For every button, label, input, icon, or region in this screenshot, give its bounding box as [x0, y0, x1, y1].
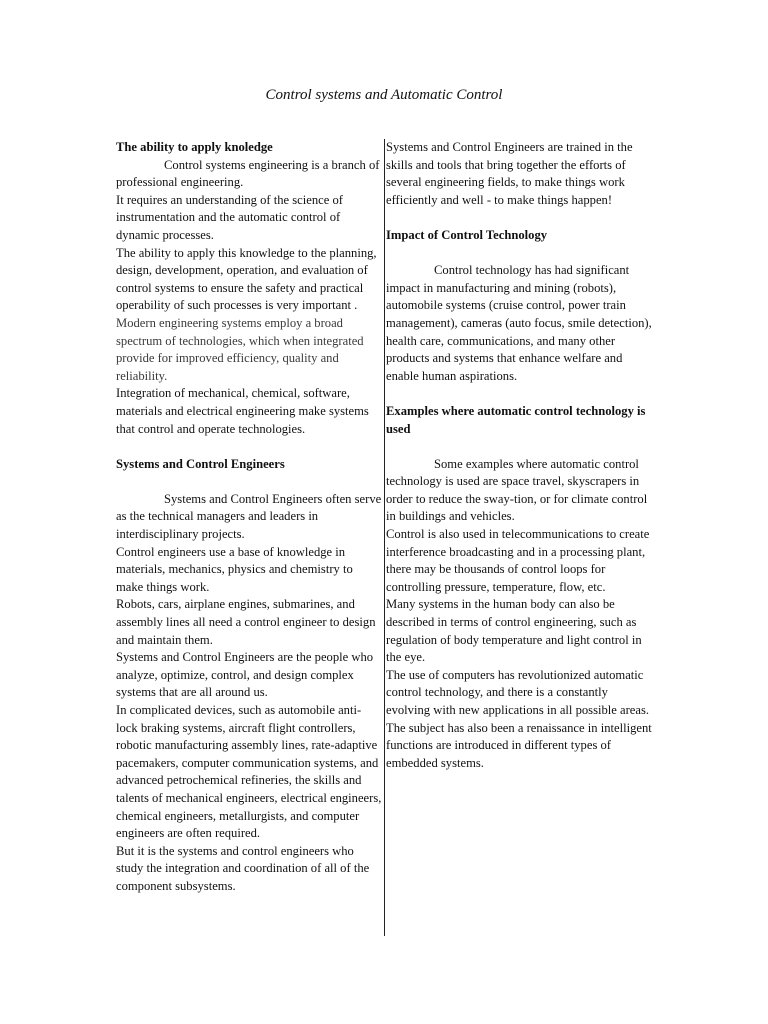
document-title: Control systems and Automatic Control	[265, 87, 503, 103]
paragraph: The ability to apply this knowledge to the planning, design, development, operation, and evaluation of control systems to ensure the safety and practical operability of such processes is very important .	[116, 245, 377, 313]
paragraph: But it is the systems and control engineers who study the integration and coordination of all of the component subsystems.	[116, 843, 370, 893]
paragraph: The use of computers has revolutionized automatic control technology, and there is a constantly evolving with new applications in all possible areas.	[386, 667, 650, 717]
spacer	[386, 438, 652, 456]
paragraph: Control systems engineering is a branch of professional engineering.	[116, 157, 380, 190]
right-column	[386, 139, 652, 772]
column-divider	[384, 139, 385, 936]
paragraph: Systems and Control Engineers are the people who analyze, optimize, control, and design complex systems that are all around us.	[116, 650, 374, 700]
paragraph: Robots, cars, airplane engines, submarines, and assembly lines all need a control engineer to design and maintain them.	[116, 597, 376, 647]
paragraph: Control engineers use a base of knowledge in materials, mechanics, physics and chemistry to make things work.	[116, 544, 353, 594]
paragraph: Systems and Control Engineers are trained in the skills and tools that bring together the efforts of several engineering fields, to make things work efficiently and well - to make things happen!	[386, 140, 633, 207]
paragraph: Modern engineering systems employ a broad spectrum of technologies, which when integrated provide for improved efficiency, quality and reliability.	[116, 315, 364, 383]
paragraph: In complicated devices, such as automobile anti-lock braking systems, aircraft flight controllers, robotic manufacturing assembly lines, rate-adaptive pacemakers, computer communication systems, and advanced petrochemical refineries, the skills and talents of mechanical engineers, electrical engineers, chemical engineers, metallurgists, and computer engineers are often required.	[116, 703, 382, 841]
spacer	[386, 209, 652, 227]
heading-systems-engineers: Systems and Control Engineers	[116, 456, 285, 471]
heading-ability: The ability to apply knoledge	[116, 140, 273, 154]
heading-examples: Examples where automatic control technology is used	[386, 403, 646, 436]
spacer	[116, 473, 382, 491]
paragraph: It requires an understanding of the science of instrumentation and the automatic control of dynamic processes.	[116, 192, 343, 242]
paragraph: The subject has also been a renaissance in intelligent functions are introduced in different types of embedded systems.	[386, 720, 652, 770]
heading-impact: Impact of Control Technology	[386, 227, 548, 242]
spacer	[116, 438, 382, 456]
paragraph: Integration of mechanical, chemical, software, materials and electrical engineering make systems that control and operate technologies.	[116, 386, 369, 436]
paragraph: Many systems in the human body can also be described in terms of control engineering, such as regulation of body temperature and light control in the eye.	[386, 597, 642, 665]
spacer	[386, 385, 652, 403]
left-column	[116, 139, 382, 896]
paragraph: Control technology has had significant impact in manufacturing and mining (robots), automobile systems (cruise control, power train management), cameras (auto focus, smile detection), health care, communications, and many other products and systems that enhance welfare and enable human aspirations.	[386, 263, 652, 383]
paragraph: Systems and Control Engineers often serve as the technical managers and leaders in interdisciplinary projects.	[116, 491, 382, 542]
paragraph: Some examples where automatic control technology is used are space travel, skyscrapers in order to reduce the sway-tion, or for climate control in buildings and vehicles.	[386, 456, 648, 524]
paragraph: Control is also used in telecommunications to create interference broadcasting and in a processing plant, there may be thousands of control loops for controlling pressure, temperature, flow, etc.	[386, 527, 650, 594]
spacer	[386, 245, 652, 263]
